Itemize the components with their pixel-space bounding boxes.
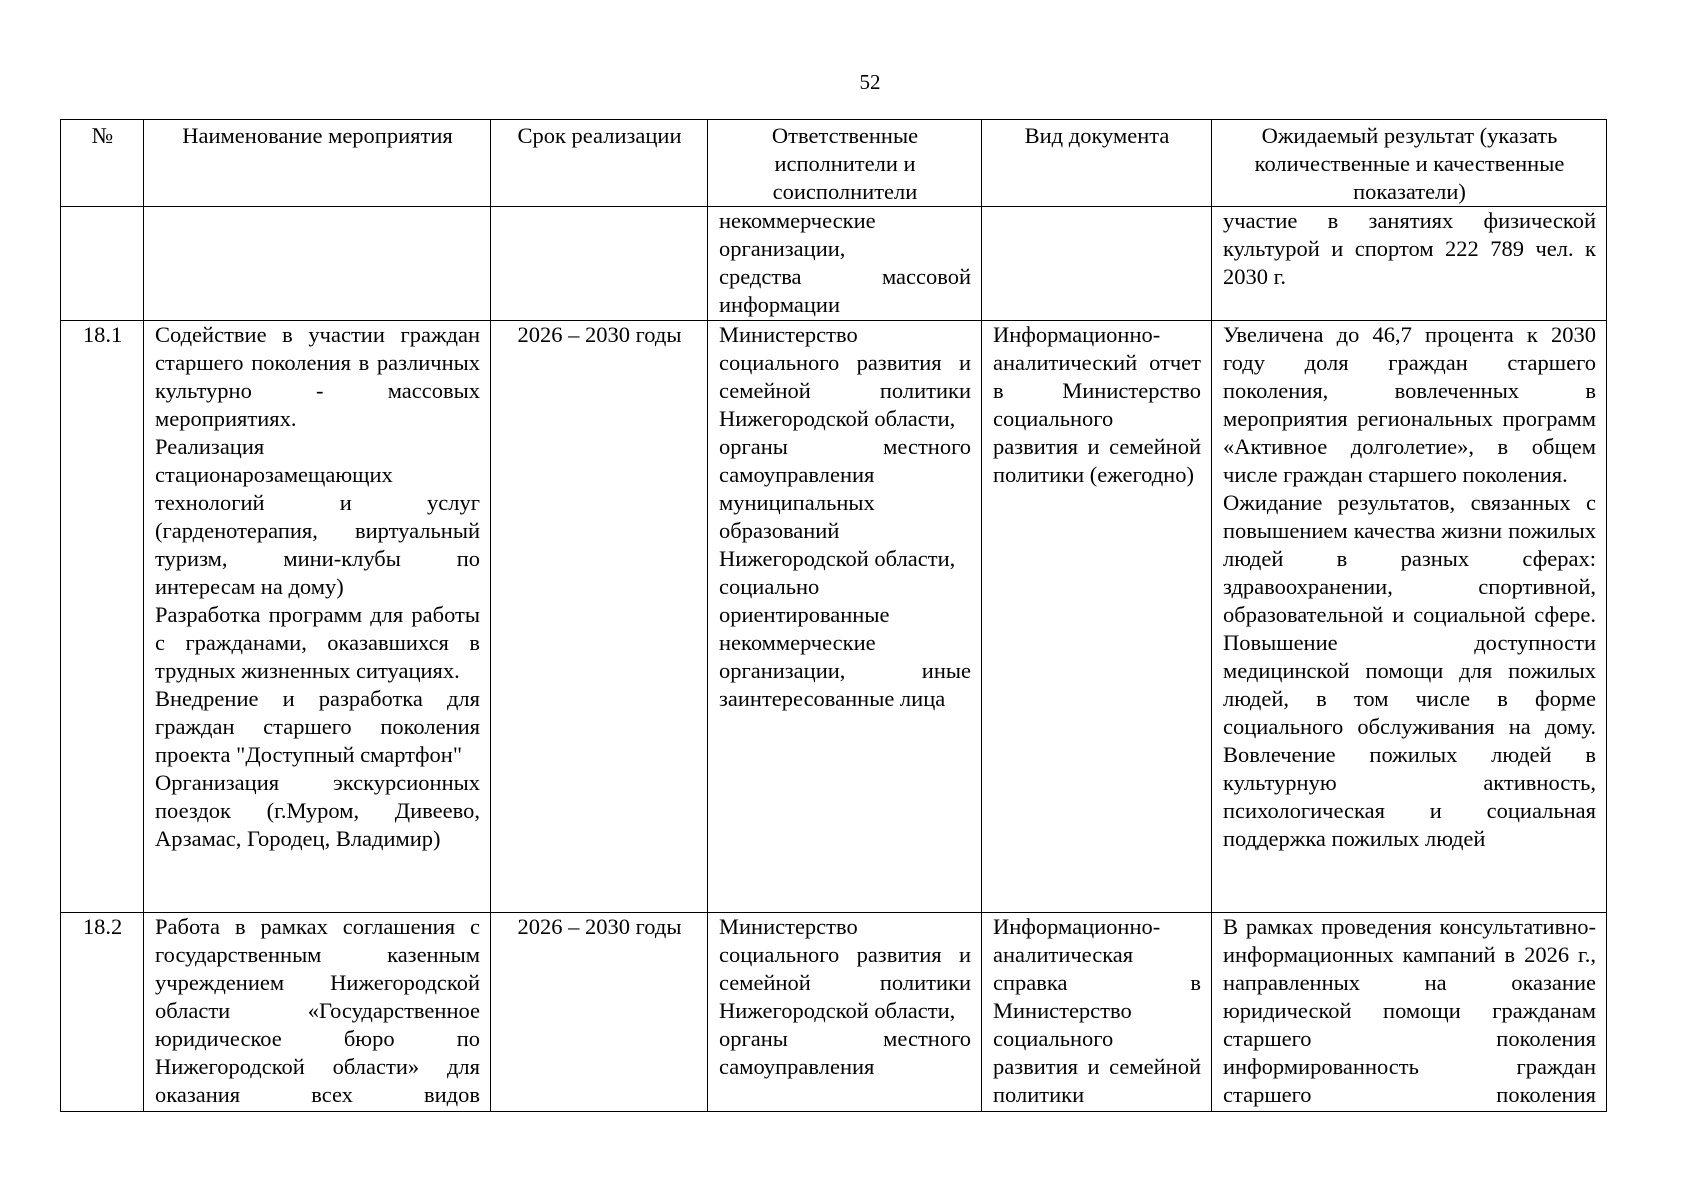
activity-paragraph: Внедрение и разработка для граждан старшего поколения проекта "Доступный смартфон" <box>155 686 480 767</box>
header-number: № <box>61 120 144 207</box>
document-paragraph: Информационно-аналитический отчет в Министерство социального развития и семейной политики (ежегодно) <box>993 322 1201 487</box>
cell-activity-name <box>144 913 491 1112</box>
activity-paragraph: Работа в рамках соглашения с государственным казенным учреждением Нижегородской области «Государственное юридическое бюро по Нижегородской области» для оказания всех видов <box>155 914 480 1107</box>
cell-document-type <box>982 321 1212 913</box>
activity-paragraph: Реализация стационарозамещающих технологий и услуг (гарденотерапия, виртуальный туризм, мини-клубы по интересам на дому) <box>155 434 480 599</box>
activity-paragraph: Содействие в участии граждан старшего поколения в различных культурно - массовых мероприятиях. <box>155 322 480 431</box>
header-document-type: Вид документа <box>982 120 1212 207</box>
table-row <box>61 913 1607 1112</box>
cell-expected-result <box>1212 207 1607 321</box>
header-activity-name: Наименование мероприятия <box>144 120 491 207</box>
cell-document-type <box>982 207 1212 321</box>
cell-executors <box>708 913 982 1112</box>
cell-activity-name <box>144 207 491 321</box>
page-number: 52 <box>859 70 881 94</box>
result-paragraph: участие в занятиях физической культурой и спортом 222 789 чел. к 2030 г. <box>1223 208 1596 289</box>
header-term: Срок реализации <box>491 120 708 207</box>
cell-activity-name <box>144 321 491 913</box>
executors-paragraph: средства массовой информации <box>719 264 971 317</box>
cell-number: 18.1 <box>61 321 144 913</box>
cell-number <box>61 207 144 321</box>
cell-term <box>491 207 708 321</box>
cell-term: 2026 – 2030 годы <box>491 913 708 1112</box>
cell-expected-result <box>1212 321 1607 913</box>
activity-paragraph: Организация экскурсионных поездок (г.Муром, Дивеево, Арзамас, Городец, Владимир) <box>155 770 480 851</box>
table-header-row <box>61 120 1607 207</box>
table-row <box>61 321 1607 913</box>
header-expected-result: Ожидаемый результат (указать количественные и качественные показатели) <box>1212 120 1607 207</box>
cell-document-type <box>982 913 1212 1112</box>
executors-paragraph: социально ориентированные некоммерческие организации, иные заинтересованные лица <box>719 574 971 711</box>
cell-executors <box>708 207 982 321</box>
table-row-continued <box>61 207 1607 321</box>
cell-executors <box>708 321 982 913</box>
executors-paragraph: органы местного самоуправления <box>719 1026 971 1079</box>
activities-table <box>60 119 1607 1112</box>
executors-paragraph: органы местного самоуправления муниципальных образований Нижегородской области, <box>719 434 971 571</box>
document-paragraph: Информационно-аналитическая справка в Министерство социального развития и семейной политики <box>993 914 1201 1107</box>
executors-paragraph: некоммерческие организации, <box>719 208 876 261</box>
result-paragraph: Ожидание результатов, связанных с повышением качества жизни пожилых людей в разных сферах: здравоохранении, спортивной, образовательной и социальной сфере. Повышение доступности медицинской помощи для пожилых людей, в том числе в форме социального обслуживания на дому. Вовлечение пожилых людей в культурную активность, психологическая и социальная поддержка пожилых людей <box>1223 490 1596 851</box>
cell-number: 18.2 <box>61 913 144 1112</box>
executors-paragraph: Министерство социального развития и семейной политики Нижегородской области, <box>719 322 971 431</box>
result-paragraph: В рамках проведения консультативно-информационных кампаний в 2026 г., направленных на оказание юридической помощи гражданам старшего поколения информированность граждан старшего поколения <box>1223 914 1596 1107</box>
result-paragraph: Увеличена до 46,7 процента к 2030 году доля граждан старшего поколения, вовлеченных в мероприятия региональных программ «Активное долголетие», в общем числе граждан старшего поколения. <box>1223 322 1596 487</box>
cell-term: 2026 – 2030 годы <box>491 321 708 913</box>
cell-expected-result <box>1212 913 1607 1112</box>
activity-paragraph: Разработка программ для работы с гражданами, оказавшихся в трудных жизненных ситуациях. <box>155 602 480 683</box>
header-executors: Ответственные исполнители и соисполнители <box>708 120 982 207</box>
executors-paragraph: Министерство социального развития и семейной политики Нижегородской области, <box>719 914 971 1023</box>
